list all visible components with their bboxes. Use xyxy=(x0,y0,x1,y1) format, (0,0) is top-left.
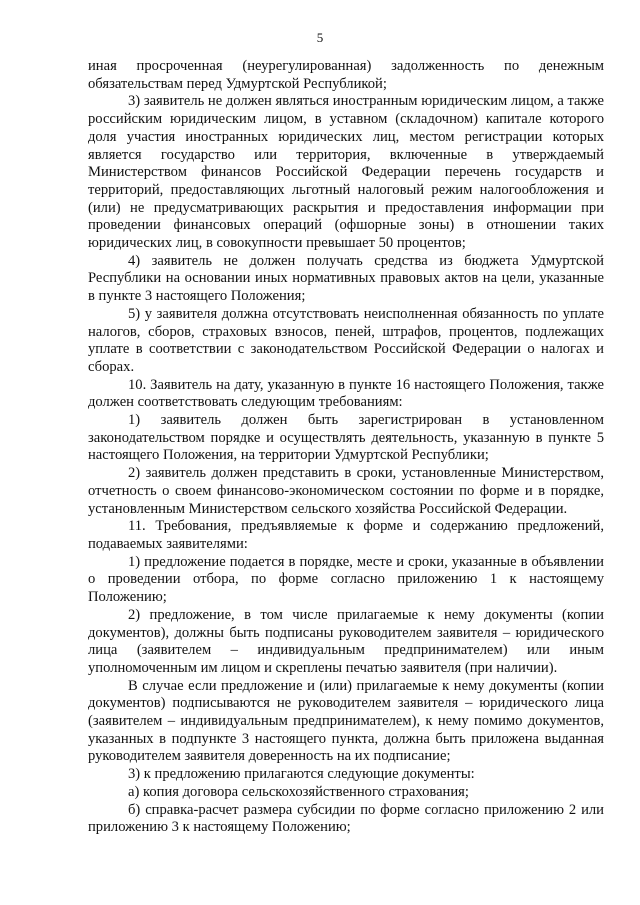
paragraph: а) копия договора сельскохозяйственного страхования; xyxy=(128,783,469,800)
paragraph: В случае если предложение и (или) прилагаемые к нему документы (копии документов) подписываются не руководителем заявителя – юридического лица (заявителем – индивидуальным предпринимателем), к нему помимо документов, указанных в подпункте 3 настоящего пункта, должна быть приложена выданная руководителем заявителя доверенность на их подписание; xyxy=(88,677,604,765)
paragraph: 2) предложение, в том числе прилагаемые к нему документы (копии документов), должны быть подписаны руководителем заявителя – юридического лица (заявителем – индивидуальным предпринимателем) или иным уполномоченным им лицом и скреплены печатью заявителя (при наличии). xyxy=(88,606,604,676)
paragraph: иная просроченная (неурегулированная) задолженность по денежным обязательствам перед Удмуртской Республикой; xyxy=(88,58,604,92)
paragraph: 10. Заявитель на дату, указанную в пункте 16 настоящего Положения, также должен соответствовать следующим требованиям: xyxy=(88,376,604,411)
paragraph: 1) заявитель должен быть зарегистрирован в установленном законодательством порядке и осуществлять деятельность, указанную в пункте 5 настоящего Положения, на территории Удмуртской Республики; xyxy=(88,412,604,464)
page-number: 5 xyxy=(316,30,324,45)
paragraph: 1) предложение подается в порядке, месте и сроки, указанные в объявлении о проведении отбора, по форме согласно приложению 1 к настоящему Положению; xyxy=(88,553,604,606)
paragraph: 3) заявитель не должен являться иностранным юридическим лицом, а также российским юридическим лицом, в уставном (складочном) капитале которого доля участия иностранных юридических лиц, местом регистрации которых является государство или территория, включенные в утверждаемый Министерством финансов Российской Федерации перечень государств и территорий, предоставляющих льготный налоговый режим налогообложения и (или) не предусматривающих раскрытия и предоставления информации при проведении финансовых операций (офшорные зоны) в отношении таких юридических лиц, в совокупности превышает 50 процентов; xyxy=(88,93,604,252)
paragraph: 4) заявитель не должен получать средства из бюджета Удмуртской Республики на основании иных нормативных правовых актов на цели, указанные в пункте 3 настоящего Положения; xyxy=(88,252,604,305)
paragraph: 11. Требования, предъявляемые к форме и содержанию предложений, подаваемых заявителями: xyxy=(88,518,604,552)
document-body xyxy=(88,58,604,837)
paragraph: б) справка-расчет размера субсидии по форме согласно приложению 2 или приложению 3 к настоящему Положению; xyxy=(88,801,604,836)
paragraph: 3) к предложению прилагаются следующие документы: xyxy=(128,766,475,783)
paragraph: 2) заявитель должен представить в сроки, установленные Министерством, отчетность о своем финансово-экономическом состоянии по форме и в порядке, установленным Министерством сельского хозяйства Российской Федерации. xyxy=(88,465,604,517)
paragraph: 5) у заявителя должна отсутствовать неисполненная обязанность по уплате налогов, сборов, страховых взносов, пеней, штрафов, процентов, подлежащих уплате в соответствии с законодательством Российской Федерации о налогах и сборах. xyxy=(88,305,604,375)
